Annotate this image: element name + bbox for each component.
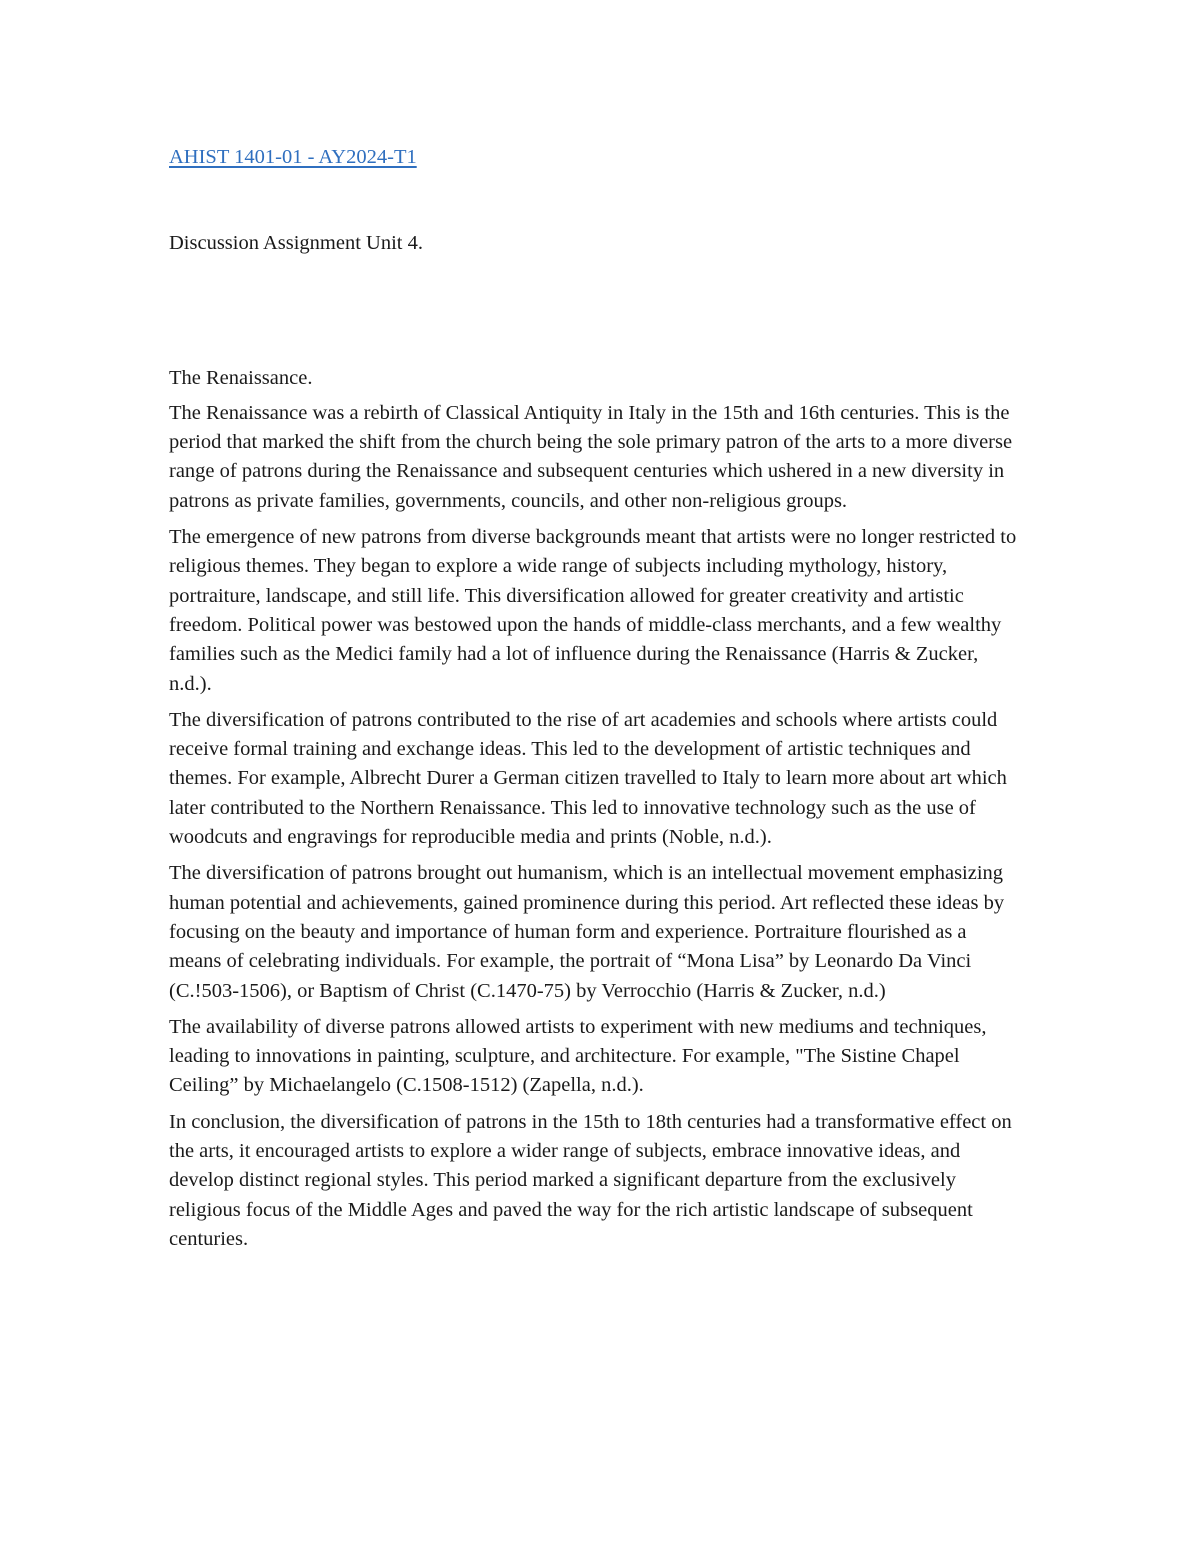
paragraph-new-mediums: The availability of diverse patrons allowed artists to experiment with new mediums and techniques, leading to innovations in painting, sculpture, and architecture. For example, "The Sistine Chapel Ceiling” by Michaelangelo (C.1508-1512) (Zapella, n.d.).: [169, 1015, 987, 1097]
paragraph-art-academies: The diversification of patrons contributed to the rise of art academies and schools where artists could receive formal training and exchange ideas. This led to the development of artistic techniques and themes. For example, Albrecht Durer a German citizen travelled to Italy to learn more about art which later contributed to the Northern Renaissance. This led to innovative technology such as the use of woodcuts and engravings for reproducible media and prints (Noble, n.d.).: [169, 708, 1007, 849]
course-link[interactable]: AHIST 1401-01 - AY2024-T1: [169, 146, 417, 168]
assignment-title: Discussion Assignment Unit 4.: [169, 232, 423, 255]
paragraph-conclusion: In conclusion, the diversification of patrons in the 15th to 18th centuries had a transformative effect on the arts, it encouraged artists to explore a wider range of subjects, embrace innovative ideas, and develop distinct regional styles. This period marked a significant departure from the exclusively religious focus of the Middle Ages and paved the way for the rich artistic landscape of subsequent centuries.: [169, 1110, 1012, 1250]
section-title: The Renaissance.: [169, 366, 313, 389]
paragraph-humanism: The diversification of patrons brought out humanism, which is an intellectual movement emphasizing human potential and achievements, gained prominence during this period. Art reflected these ideas by focusing on the beauty and importance of human form and experience. Portraiture flourished as a means of celebrating individuals. For example, the portrait of “Mona Lisa” by Leonardo Da Vinci (C.!503-1506), or Baptism of Christ (C.1470-75) by Verrocchio (Harris & Zucker, n.d.): [169, 862, 1005, 1002]
paragraph-new-patrons: The emergence of new patrons from diverse backgrounds meant that artists were no longer restricted to religious themes. They began to explore a wide range of subjects including mythology, history, portraiture, landscape, and still life. This diversification allowed for greater creativity and artistic freedom. Political power was bestowed upon the hands of middle-class merchants, and a few wealthy families such as the Medici family had a lot of influence during the Renaissance (Harris & Zucker, n.d.).: [169, 526, 1017, 695]
paragraph-intro: The Renaissance was a rebirth of Classical Antiquity in Italy in the 15th and 16th centuries. This is the period that marked the shift from the church being the sole primary patron of the arts to a more diverse range of patrons during the Renaissance and subsequent centuries which ushered in a new diversity in patrons as private families, governments, councils, and other non-religious groups.: [169, 401, 1013, 512]
document-body: [169, 143, 1019, 1261]
